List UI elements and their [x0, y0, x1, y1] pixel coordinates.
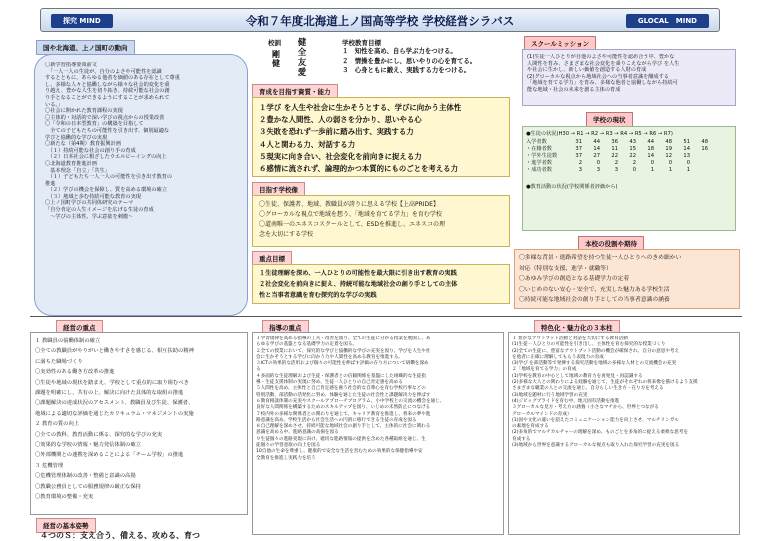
guidance-text: １学習規律を高める指導の工夫・改善を図り、全ての生徒に分かる授業を展開し、あ らゆる学びの基盤となる基礎学力の定着を図る。 ２全ての授業において、探究的な学びと協働的な学びの充実を図り、学びを人生や社 会に生かそうとする学びに向かう力や人間性を高める教育を推進する。 ３ICTの効果的な活用および個々の可能性を伸ばす評価の在り方について研鑽を深め る ４多面的な生徒理解および生徒・保護者との信頼関係を基盤にした組織的な生徒指 導・生徒支援体制の実現に努め、生徒一人ひとりの自己肯定感を高める ５人間性を高め、主体性と自己肯定感を養う社会的な自尊心を育む学校行事などの 特別活動、部活動の活発化に努め、体験を通じた生徒の社会性と課題解決力を伸ばす ６教育相談体制の充実やスクールアプローチプログラム、小中学校との交流の機会を通じ、 良好な人間関係を構築するためのスキルアップを図り、いじめの未然防止につなげる ７校内外の多様な関係者との関わりを通じて、キャリア教育を推進し、将来の夢や進 路意識を高め、学校生活から社会生活への円滑に移行できる生徒の育成を図る ８自己理解を深めさせ、持続可能な地域社会の創り手として、主体的に社会に関わる 意識を高める中、進路意識の高揚を図る ９生徒個々の進路実現に向け、適切な進路情報の提供を含めた各種取組を通じ、生 徒個々の学習意欲の向上を図る 10自他の生命を尊重し、健康的で安全な生活を営むための効果的な保健指導や安 全教育を推進し実践力を培う — [256, 336, 445, 461]
table-row: ・在籍者数 37 14 11 15 18 19 14 16 — [526, 145, 708, 152]
table-row: ・進学者数 2 0 2 2 0 0 0 — [526, 159, 690, 166]
mission-text: (1)生徒一人ひとりが自他のよさや可能性を認め合う中、豊かな 人間性を育み、さまざまな社会変化を乗りこえながら学び を人生 や社会に生かし、新しい価値を創造する人財の育成 (2)グローカルな視点から地域社会への当事者意識を醸成する 「地域を育てる学力」を育み、多様な他者と協働しながら持続可 能な地域・社会の未来を創る主体の育成 — [527, 54, 680, 93]
abilities-list: １学び を人生や社会に生かそうとする、学びに向かう主体性 ２豊かな人間性、人の弱さを分かり、思いやる心 ３失敗を恐れず一歩前に踏み出す、実践する力 ４人と関わる力、対話する力 ５現実に向き合い、社会変化を前向きに捉える力 ６感情に流されず、論理的かつ本質的にものごとを考える力 — [259, 103, 462, 174]
school-goals — [262, 36, 522, 82]
mission-panel — [522, 49, 736, 106]
stance-label: 経営の基本姿勢 — [36, 518, 96, 533]
title-bar — [40, 8, 720, 32]
table-row: 入学者数 31 44 36 43 44 48 51 48 — [526, 138, 708, 145]
status-label: 学校の現状 — [586, 112, 633, 127]
stance-text: ４つのＳ：支え合う、備える、攻める、育つ — [40, 531, 200, 540]
page-title: 令和７年度北海道上ノ国高等学校 学校経営シラバス — [245, 14, 515, 28]
role-panel — [514, 249, 740, 309]
role-text: 〇多様な背景・進路希望を持つ生徒一人ひとりへのきめ細かい 対応（特別な支援、進学・就職等） 〇あゆみ学びの創造となる基礎学力の定着 〇いじめのない安心・安全で、充実した魅力ある学校生活 〇持続可能な地域社会の創り手としての当事者意識の涵養 — [519, 255, 682, 304]
school-image-label: 目指す学校像 — [252, 182, 305, 197]
tankyu-mind-badge: 探究 MIND — [51, 14, 113, 28]
focus-text: １生徒理解を深め、一人ひとりの可能性を最大限に引き出す教育の実践 ２社会変化を前向きに捉え、持続可能な地域社会の創り手としての主体 性と当事者意識を育む探究的な学びの実践 — [259, 270, 458, 299]
management-panel — [30, 332, 248, 515]
table-row: ・学外生徒数 37 27 22 22 14 12 13 — [526, 152, 690, 159]
management-label: 経営の重点 — [56, 320, 103, 335]
trends-text: 〇新学習指導要領前文 「一人一人の生徒が、自分のよさや可能性を認識 するとともに、あらゆる他者を価値のある存在として尊重 し、多様な人々と協働しながら様々な社会的変化を乗 り越え、豊かな人生を切り拓き、持続可能な社会の創 り手となることができるようにすることが求められて いる。」 〇社会に開かれた教育課程の実現 〇主体的・対話的で深い学びの視点からの授業改善 〇「令和の日本型教育」の構築を目指して 全ての子どもたちの可能性を引き出す、個別最適な 学びと協働的な学びの実現 〇新たな（第4期）教育振興計画 （１）持続可能な社会の創り手の育成 （２）日本社会に根ざしたウエルビーイングの向上 〇北海道教育推進計画 基本理念「自立」「共生」 （１）子どもたち一人一人の可能性を引き出す教育の 推進 （２）学びの機会を保障し、質を高める環境の確立 （３）地域と歩む持続可能な教育の実現 〇上ノ国町学びの共同体研究のテーマ 「自分肯定の人生イメージを広げる生徒の育成 〜学びの主体性、学ぶ意欲を刺激〜 — [45, 62, 180, 220]
focus-panel — [252, 264, 510, 304]
school-image-text: 〇生徒、保護者、地域、教職員が誇りに思える学校【上高PRIDE】 〇グローカルな視点で地域を想う、「地域を育てる学力」を育む学校 〇道南唯一のユネスコスクールとして、ESDを推進し、ユネスコの理 念を大切にする学校 — [259, 201, 445, 238]
mission-label: スクールミッション — [524, 36, 596, 51]
status-note: ●教育活動の状況(学校関係者評価から) — [526, 184, 618, 190]
status-table — [526, 138, 708, 173]
status-panel — [522, 126, 736, 231]
goal-label: 学校教育目標 — [342, 39, 381, 47]
divider — [30, 316, 742, 317]
abilities-label: 育成を目指す資質・能力 — [252, 84, 338, 99]
trends-label: 国や北海道、上ノ国町の動向 — [36, 40, 135, 55]
abilities-panel — [252, 97, 510, 177]
goal-list: １ 知性を高め、自ら学ぶ力をつける。 ２ 情操を豊かにし、思いやりの心を育てる。 ３ 心身ともに鍛え、実践する力をつける。 — [342, 47, 477, 74]
motto-chars: 健 全 友 愛 — [297, 38, 307, 78]
focus-label: 重点目標 — [252, 251, 292, 266]
management-text: １ 教職員の協働体制の確立 〇全ての教職員がやりがいと働きやすさを感じる、相互扶助の精神 に満ちた職場づくり 〇実効性のある働き方改革の推進 〇生徒や地域の現状を踏まえ、学校として重点的に取り組むべき 課題を明確にし、共有の上、解決に向けた具体的な取組の推進 〇課題解決の達成状況のアセスメント、教職員及び生徒、保護者、 地域による適切な評価を通じたカリキュラム・マネジメントの実施 ２ 教育の質の向上 〇全ての教科、教育活動に係る、探究的な学びの充実 〇効果的な学校の情報・魅力発信体制の確立 〇外部機関との連携を深めることによる「チーム学校」の推進 ３ 危機管理 〇危機管理体制の改善・整備と意識の高揚 〇教職公務員としての服務規律の厳正な保持 〇教育環境の整備・充実 — [35, 338, 194, 501]
trends-panel — [34, 54, 248, 316]
motto-label: 校訓 — [268, 39, 281, 47]
guidance-panel — [252, 332, 504, 535]
guidance-label: 指導の重点 — [262, 320, 309, 335]
school-image-panel — [252, 195, 510, 247]
motto-side: 剛 健 — [272, 50, 280, 68]
table-row: ・成功者数 3 3 3 0 1 1 1 — [526, 166, 690, 173]
features-label: 特色化・魅力化の３本柱 — [534, 320, 620, 335]
status-header: ●生徒の状況(H30 → R1 → R2 → R3 → R4 → R5 → R6 → R7) — [526, 131, 673, 137]
role-label: 本校の役割や期待 — [578, 236, 644, 251]
features-text: １ 豊かなアウトプット活動と対話を大切にする教育活動 (1)生徒一人ひとりの可能性を引き出し、主体性を育む探究的な授業づくり (2)全ての生徒に、豊富なアウトプット活動の機会が確保され、自分の意思や考え を他者に正確に理解してもらう表現力の育成 (3)学び を部活動等で発揮する探究活動を地域の多様な人材との交流機会の充実 ２「地域を育てる学力」の育成 (1)学校を教育の中心として地域の教育力を再発見・再認識する (2)多様な大人との関わりによる経験を通じて、生徒がそれぞれの将来像を描けるよう支援 さまざまな職業の人との交流を通じ、自分らしい生き方・在り方を考える (3)地域を題材に行う地域学習の充実 (4)ジビッグプライドを育む中、地元固有活動を推進 ３グローカルな見方・考え方の涵養（小さなマチから、世界とつながる グローカルマインドの育成） (1)国や文化の違いを超えたコミュニケーション能力を向上させ、マルチリンガル の素地を育成する (2)多角的でマルチカルチャーの理解を深め、ものごとを多角的に捉える柔軟な思考を 育成する (3)地域から世界を意識するグローカルな視点も取り入れた探究学習の充実を図る — [512, 336, 698, 449]
glocal-mind-badge: GLOCAL MIND — [626, 14, 709, 28]
features-panel — [508, 332, 740, 535]
